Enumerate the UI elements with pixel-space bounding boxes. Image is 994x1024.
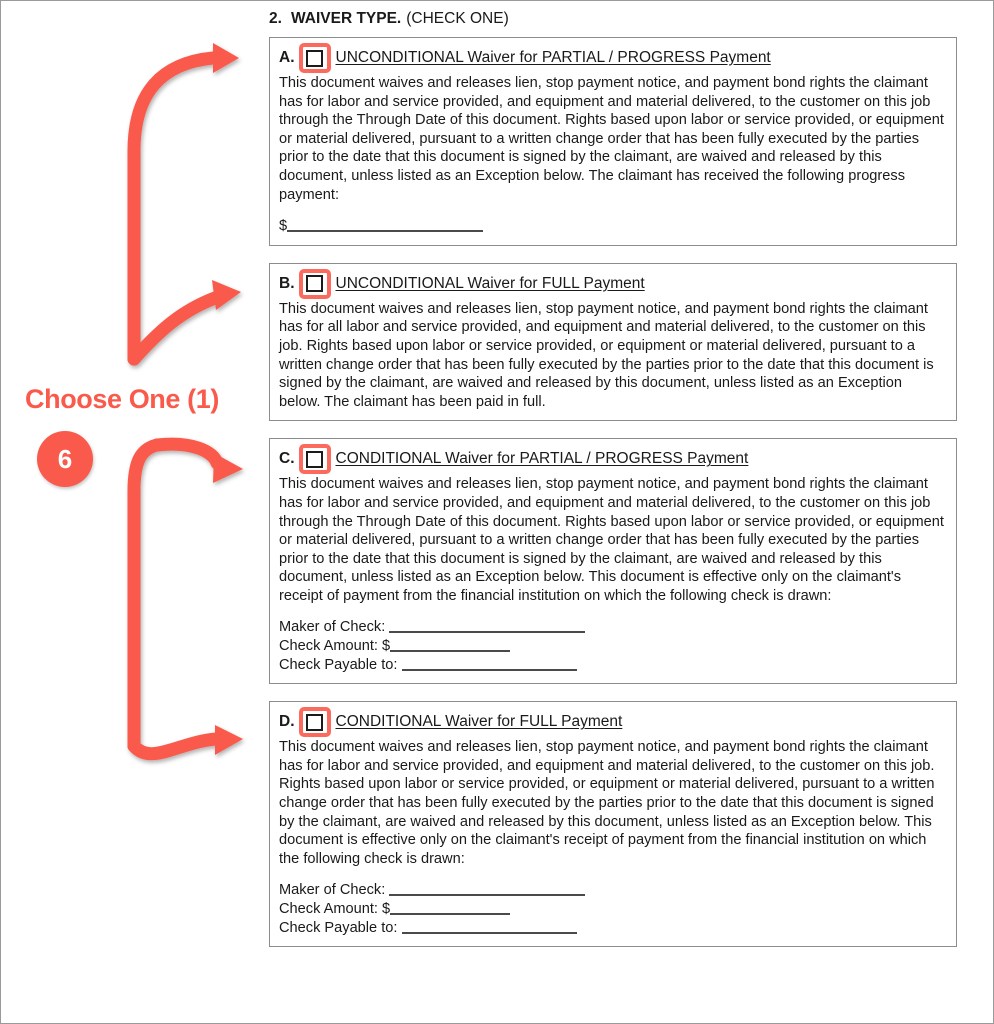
section-heading [269, 1, 969, 37]
fill-in-label: Check Payable to: [279, 656, 402, 673]
arrow-group-top [134, 43, 241, 359]
fill-in-blank[interactable] [402, 932, 577, 934]
waiver-option-box[interactable] [269, 37, 957, 246]
section-number: 2. [269, 10, 282, 27]
waiver-option-header [279, 709, 947, 735]
section-title: WAIVER TYPE. [291, 10, 402, 27]
fill-in-row [279, 900, 947, 919]
fill-in-row [279, 881, 947, 900]
waiver-option-body: This document waives and releases lien, stop payment notice, and payment bond rights the claimant has for labor and service provided, and equipment and material delivered, to the customer on this job through the Through Date of this document. Rights based upon labor or service provided, or equipment or material delivered, pursuant to a written change order that has been fully executed by the parties prior to the date that this document is signed by the claimant, are waived and released by this document, unless listed as an Exception below. This document is effective only on the claimant's receipt of payment from the financial institution on which the following check is drawn: [279, 476, 944, 604]
fill-in-label: $ [279, 218, 288, 235]
waiver-option-letter: B. [279, 274, 295, 292]
waiver-option-body: This document waives and releases lien, stop payment notice, and payment bond rights the claimant has for labor and service provided, and equipment and material delivered, to the customer on this job. Rights based upon labor or service provided, or equipment or material delivered, pursuant to a written change order that has been fully executed by the parties prior to the date that this document is signed by the claimant, are waived and released by this document, unless listed as an Exception below. This document is effective only on the claimant's receipt of payment from the financial institution on which the following check is drawn: [279, 739, 935, 867]
waiver-checkbox[interactable] [306, 275, 323, 292]
section-note: (CHECK ONE) [406, 10, 509, 27]
fill-in-blank[interactable] [390, 650, 510, 652]
waiver-checkbox-container[interactable] [298, 444, 332, 474]
waiver-option-body: This document waives and releases lien, stop payment notice, and payment bond rights the claimant has for all labor and service provided, and equipment and material delivered, to the customer on this job. Rights based upon labor or service provided, or equipment or material delivered, pursuant to a written change order that has been fully executed by the parties prior to the date that this document is signed by the claimant, are waived and released by this document, unless listed as an Exception below. The claimant has been paid in full. [279, 300, 934, 410]
waiver-option-letter: A. [279, 49, 295, 66]
waiver-options-list [269, 37, 969, 947]
waiver-option-box[interactable] [269, 438, 957, 684]
fill-in-label: Check Amount: $ [279, 901, 391, 917]
fill-in-label: Check Payable to: [279, 919, 402, 936]
waiver-option-fields [279, 217, 947, 236]
fill-in-row [279, 217, 947, 236]
waiver-option-letter: D. [279, 713, 295, 731]
fill-in-row [279, 919, 947, 938]
fill-in-blank[interactable] [287, 230, 483, 232]
waiver-option-title: UNCONDITIONAL Waiver for FULL Payment [335, 274, 645, 292]
fill-in-label: Maker of Check: [279, 882, 390, 899]
waiver-option-box[interactable] [269, 263, 957, 422]
waiver-option-body: This document waives and releases lien, stop payment notice, and payment bond rights the claimant has for labor and service provided, and equipment and material delivered, to the customer on this job through the Through Date of this document. Rights based upon labor or service provided, or equipment or material delivered, pursuant to a written change order that has been fully executed by the parties prior to the date that this document is signed by the claimant, are waived and released by this document, unless listed as an Exception below. The claimant has received the following progress payment: [279, 75, 944, 203]
waiver-option-box[interactable] [269, 701, 957, 947]
waiver-checkbox-container[interactable] [298, 269, 332, 299]
waiver-option-title: UNCONDITIONAL Waiver for PARTIAL / PROGRESS Payment [335, 49, 771, 66]
fill-in-label: Check Amount: $ [279, 638, 391, 655]
waiver-option-fields [279, 881, 947, 937]
waiver-checkbox[interactable] [306, 451, 323, 468]
waiver-checkbox[interactable] [306, 714, 323, 731]
fill-in-blank[interactable] [402, 669, 577, 671]
step-number-badge: 6 [37, 431, 93, 487]
fill-in-row [279, 618, 947, 637]
fill-in-blank[interactable] [389, 894, 585, 896]
waiver-option-header [279, 446, 947, 472]
waiver-option-header [279, 271, 947, 297]
waiver-option-header [279, 45, 947, 71]
arrow-group-bottom [134, 444, 243, 755]
fill-in-blank[interactable] [389, 631, 585, 633]
fill-in-row [279, 637, 947, 656]
waiver-type-section [269, 1, 969, 964]
waiver-option-fields [279, 618, 947, 674]
waiver-checkbox-container[interactable] [298, 707, 332, 737]
choose-one-label: Choose One (1) [25, 384, 219, 414]
fill-in-row [279, 656, 947, 675]
waiver-checkbox-container[interactable] [298, 43, 332, 73]
waiver-checkbox[interactable] [306, 50, 323, 67]
waiver-option-title: CONDITIONAL Waiver for FULL Payment [335, 713, 623, 731]
waiver-option-letter: C. [279, 450, 295, 468]
fill-in-label: Maker of Check: [279, 619, 390, 636]
fill-in-blank[interactable] [390, 913, 510, 915]
waiver-option-title: CONDITIONAL Waiver for PARTIAL / PROGRESS Payment [335, 450, 749, 468]
